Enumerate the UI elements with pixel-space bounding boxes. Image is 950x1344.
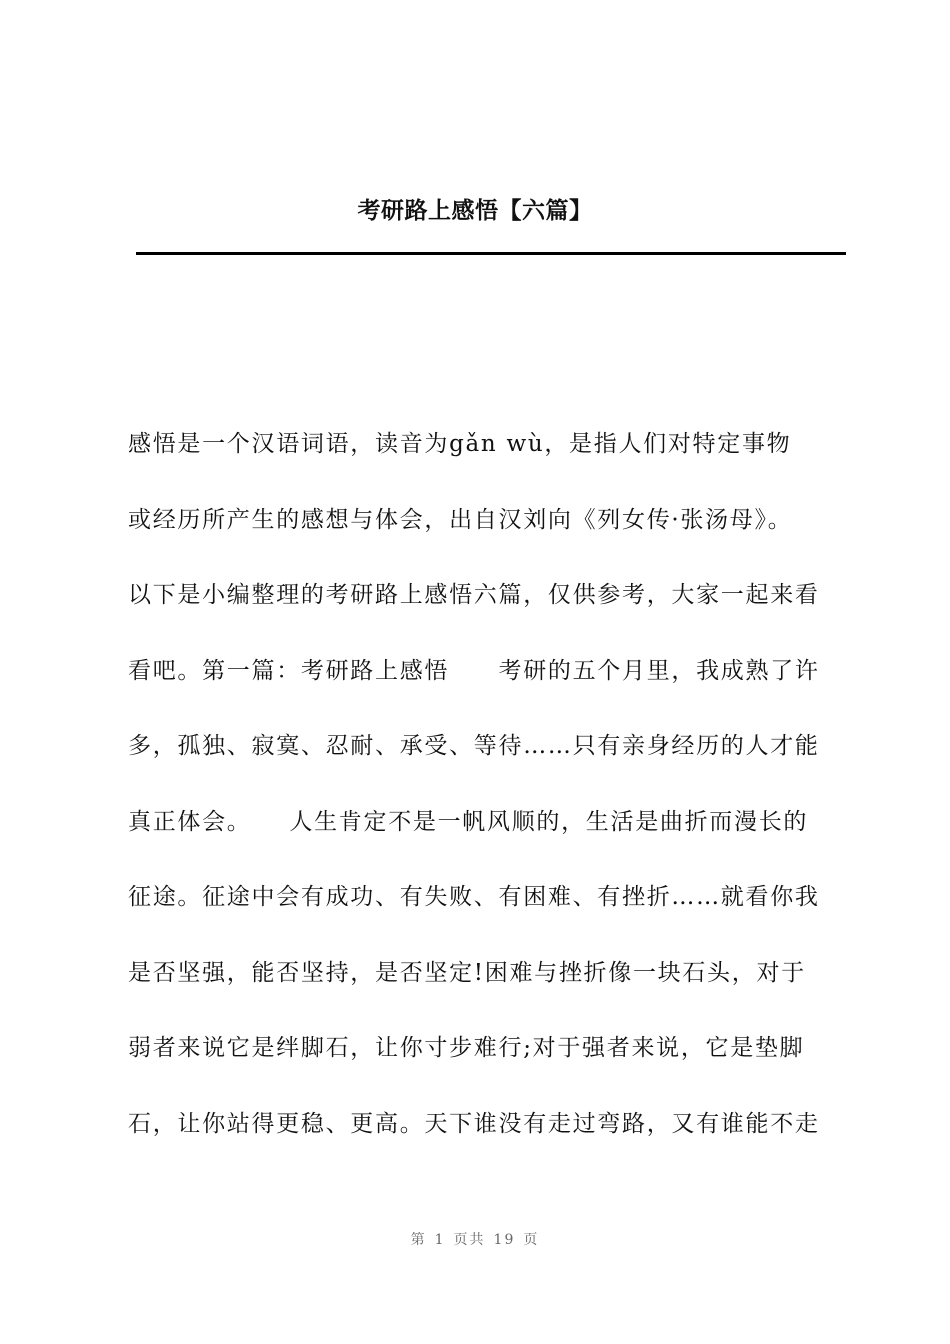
- current-page-number: 1: [434, 1232, 446, 1248]
- text-line: 真正体会。 人生肯定不是一帆风顺的，生活是曲折而漫长的: [128, 808, 809, 835]
- body-text: [128, 420, 844, 1175]
- text-line: 看吧。第一篇：考研路上感悟 考研的五个月里，我成熟了许: [128, 657, 820, 684]
- title-divider: [136, 252, 846, 255]
- text-line: 以下是小编整理的考研路上感悟六篇，仅供参考，大家一起来看: [128, 582, 820, 608]
- document-title: 考研路上感悟【六篇】: [357, 198, 593, 224]
- page-label-suffix: 页: [523, 1232, 540, 1248]
- text-line: 是否坚强，能否坚持，是否坚定!困难与挫折像一块石头，对于: [128, 959, 806, 986]
- text-line: 弱者来说它是绊脚石，让你寸步难行;对于强者来说，它是垫脚: [128, 1035, 805, 1061]
- text-line: 石，让你站得更稳、更高。天下谁没有走过弯路，又有谁能不走: [128, 1110, 820, 1137]
- text-line: 感悟是一个汉语词语，读音为gǎn wù，是指人们对特定事物: [128, 431, 792, 457]
- page-label-prefix: 第: [410, 1232, 427, 1248]
- text-line: 或经历所产生的感想与体会，出自汉刘向《列女传·张汤母》。: [128, 506, 793, 533]
- text-line: 多，孤独、寂寞、忍耐、承受、等待……只有亲身经历的人才能: [128, 733, 820, 759]
- page-footer: [0, 1229, 950, 1249]
- text-line: 征途。征途中会有成功、有失败、有困难、有挫折……就看你我: [128, 884, 820, 910]
- total-pages-number: 19: [493, 1232, 516, 1248]
- page-label-mid: 页共: [453, 1232, 486, 1248]
